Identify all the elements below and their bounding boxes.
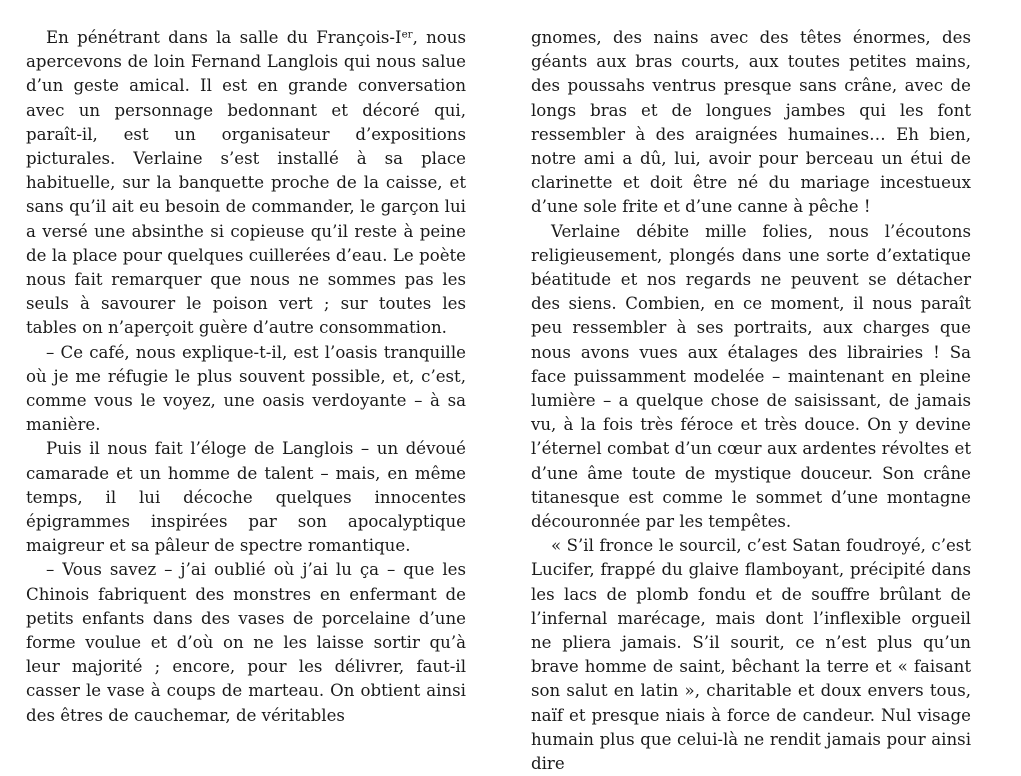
paragraph-text: En pénétrant dans la salle du François-I [46,28,402,47]
superscript: er [401,28,413,41]
paragraph: « S’il fronce le sourcil, c’est Satan foudroyé, c’est Lucifer, frappé du glaive flamboyant, précipité dans les lacs de plomb fondu et de souffre brûlant de l’infernal marécage, mais dont l’inflexible orgueil ne pliera jamais. S’il sourit, ce n’est plus qu’un brave homme de saint, bêchant la terre et « faisant son salut en latin », charitable et doux envers tous, naïf et presque niais à force de candeur. Nul visage humain plus que celui-là ne rendit jamais pour ainsi dire [531,536,971,774]
paragraph: Puis il nous fait l’éloge de Langlois – un dévoué camarade et un homme de talent – mais, en même temps, il lui décoche quelques innocentes épigrammes inspirées par son apocalyptique maigreur et sa pâleur de spectre romantique. [26,439,466,556]
paragraph: Verlaine débite mille folies, nous l’écoutons religieusement, plongés dans une sorte d’extatique béatitude et nos regards ne peuvent se détacher des siens. Combien, en ce moment, il nous paraît peu ressembler à ses portraits, aux charges que nous avons vues aux étalages des librairies ! Sa face puissamment modelée – maintenant en pleine lumière – a quelque chose de saisissant, de jamais vu, à la fois très féroce et très douce. On y devine l’éternel combat d’un cœur aux ardentes révoltes et d’une âme toute de mystique douceur. Son crâne titanesque est comme le sommet d’une montagne découronnée par les tempêtes. [531,221,971,532]
paragraph: – Ce café, nous explique-t-il, est l’oasis tranquille où je me réfugie le plus souvent possible, et, c’est, comme vous le voyez, une oasis verdoyante – à sa manière. [26,342,466,435]
paragraph-text: , nous apercevons de loin Fernand Langlois qui nous salue d’un geste amical. Il est en grande conversation avec un personnage bedonnant et décoré qui, paraît-il, est un organisateur d’expositions picturales. Verlaine s’est installé à sa place habituelle, sur la banquette proche de la caisse, et sans qu’il ait eu besoin de commander, le garçon lui a versé une absinthe si copieuse qu’il reste à peine de la place pour quelques cuillerées d’eau. Le poète nous fait remarquer que nous ne sommes pas les seuls à savourer le poison vert ; sur toutes les tables on n’aperçoit guère d’autre consommation. [26,28,466,338]
left-column [26,26,466,728]
paragraph [26,26,466,341]
right-column [531,26,971,776]
paragraph-continued: gnomes, des nains avec des têtes énormes, des géants aux bras courts, aux toutes petites mains, des poussahs ventrus presque sans crâne, avec de longs bras et de longues jambes qui les font ressembler à des araignées humaines… Eh bien, notre ami a dû, lui, avoir pour berceau un étui de clarinette et doit être né du mariage incestueux d’une sole frite et d’une canne à pêche ! [531,28,971,217]
paragraph: – Vous savez – j’ai oublié où j’ai lu ça – que les Chinois fabriquent des monstres en enfermant de petits enfants dans des vases de porcelaine d’une forme voulue et d’où on ne les laisse sortir qu’à leur majorité ; encore, pour les délivrer, faut-il casser le vase à coups de marteau. On obtient ainsi des êtres de cauchemar, de véritables [26,560,466,725]
